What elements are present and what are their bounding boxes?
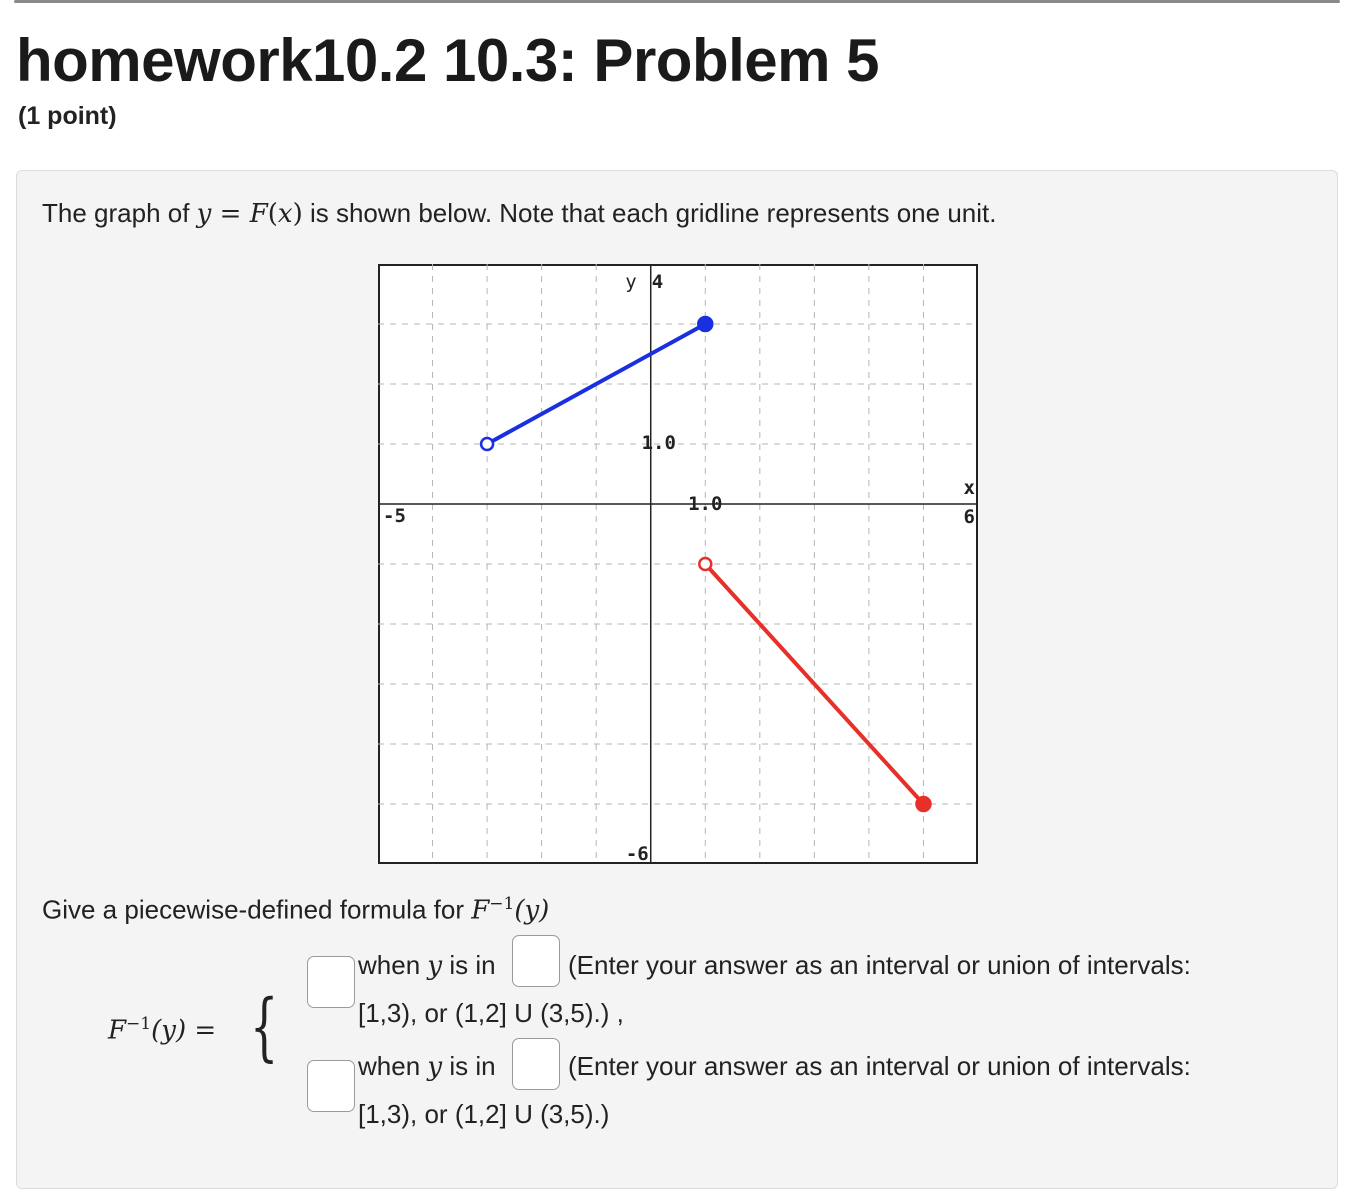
x-axis-min-label: -5 — [383, 505, 406, 527]
piece-1-hint-line2: [1,3), or (1,2] U (3,5).) , — [358, 998, 624, 1028]
piece-2-formula-input[interactable] — [307, 1060, 355, 1112]
intro-text-before: The graph of — [42, 198, 197, 228]
piece-1-when-var: y — [427, 951, 443, 981]
intro-text-after: is shown below. Note that each gridline represents one unit. — [302, 198, 997, 228]
intro-math-close: ) — [292, 199, 303, 229]
piece-2-when-text: when — [358, 1051, 428, 1081]
top-divider — [14, 0, 1340, 3]
inverse-lhs — [108, 1014, 216, 1046]
problem-intro — [42, 198, 996, 229]
prompt-math-F: F — [471, 895, 490, 926]
x-axis-letter: x — [963, 477, 975, 499]
y-axis-max-label: 4 — [651, 271, 664, 293]
prompt-math-sup: −1 — [489, 894, 515, 914]
piece-2-when-label — [358, 1051, 496, 1082]
piece-2-when-var: y — [427, 1052, 443, 1082]
prompt-math-arg: (y) — [514, 895, 550, 926]
intro-math-F: F — [249, 199, 268, 229]
function-graph — [378, 264, 978, 864]
piece-2-hint-line2: [1,3), or (1,2] U (3,5).) — [358, 1099, 610, 1129]
y-axis-unit-label: 1.0 — [641, 432, 676, 454]
lhs-sup: −1 — [126, 1014, 152, 1034]
piece-1-interval-input[interactable] — [512, 935, 560, 987]
problem-points: (1 point) — [18, 102, 117, 130]
intro-math-y: y — [196, 199, 212, 229]
y-axis-letter: y — [625, 271, 637, 293]
formula-prompt-text: Give a piecewise-defined formula for — [42, 894, 472, 925]
piece-1-when-label — [358, 950, 496, 981]
intro-math-x: x — [277, 199, 293, 229]
piece-1-is-in-text: is in — [442, 950, 496, 980]
series-1-end-point — [698, 317, 712, 331]
piece-1-when-text: when — [358, 950, 428, 980]
lhs-arg: (y) = — [151, 1015, 217, 1046]
piece-2-interval-input[interactable] — [512, 1038, 560, 1090]
x-axis-unit-label: 1.0 — [688, 493, 723, 515]
series-2-start-point — [699, 558, 711, 570]
series-1-start-point — [481, 438, 493, 450]
x-axis-max-label: 6 — [963, 506, 975, 528]
y-axis-min-label: -6 — [625, 843, 649, 864]
intro-math-eq: = — [211, 199, 250, 229]
piecewise-brace: { — [250, 984, 279, 1070]
formula-prompt — [42, 894, 549, 926]
piece-2-is-in-text: is in — [442, 1051, 496, 1081]
piece-1-formula-input[interactable] — [307, 956, 355, 1008]
piece-1-hint-line1: (Enter your answer as an interval or union of intervals: — [568, 950, 1191, 980]
problem-title: homework10.2 10.3: Problem 5 — [16, 27, 880, 94]
piece-2-hint-line1: (Enter your answer as an interval or union of intervals: — [568, 1051, 1191, 1081]
series-2-end-point — [916, 797, 930, 811]
lhs-F: F — [108, 1015, 127, 1046]
intro-math-open: ( — [267, 199, 278, 229]
